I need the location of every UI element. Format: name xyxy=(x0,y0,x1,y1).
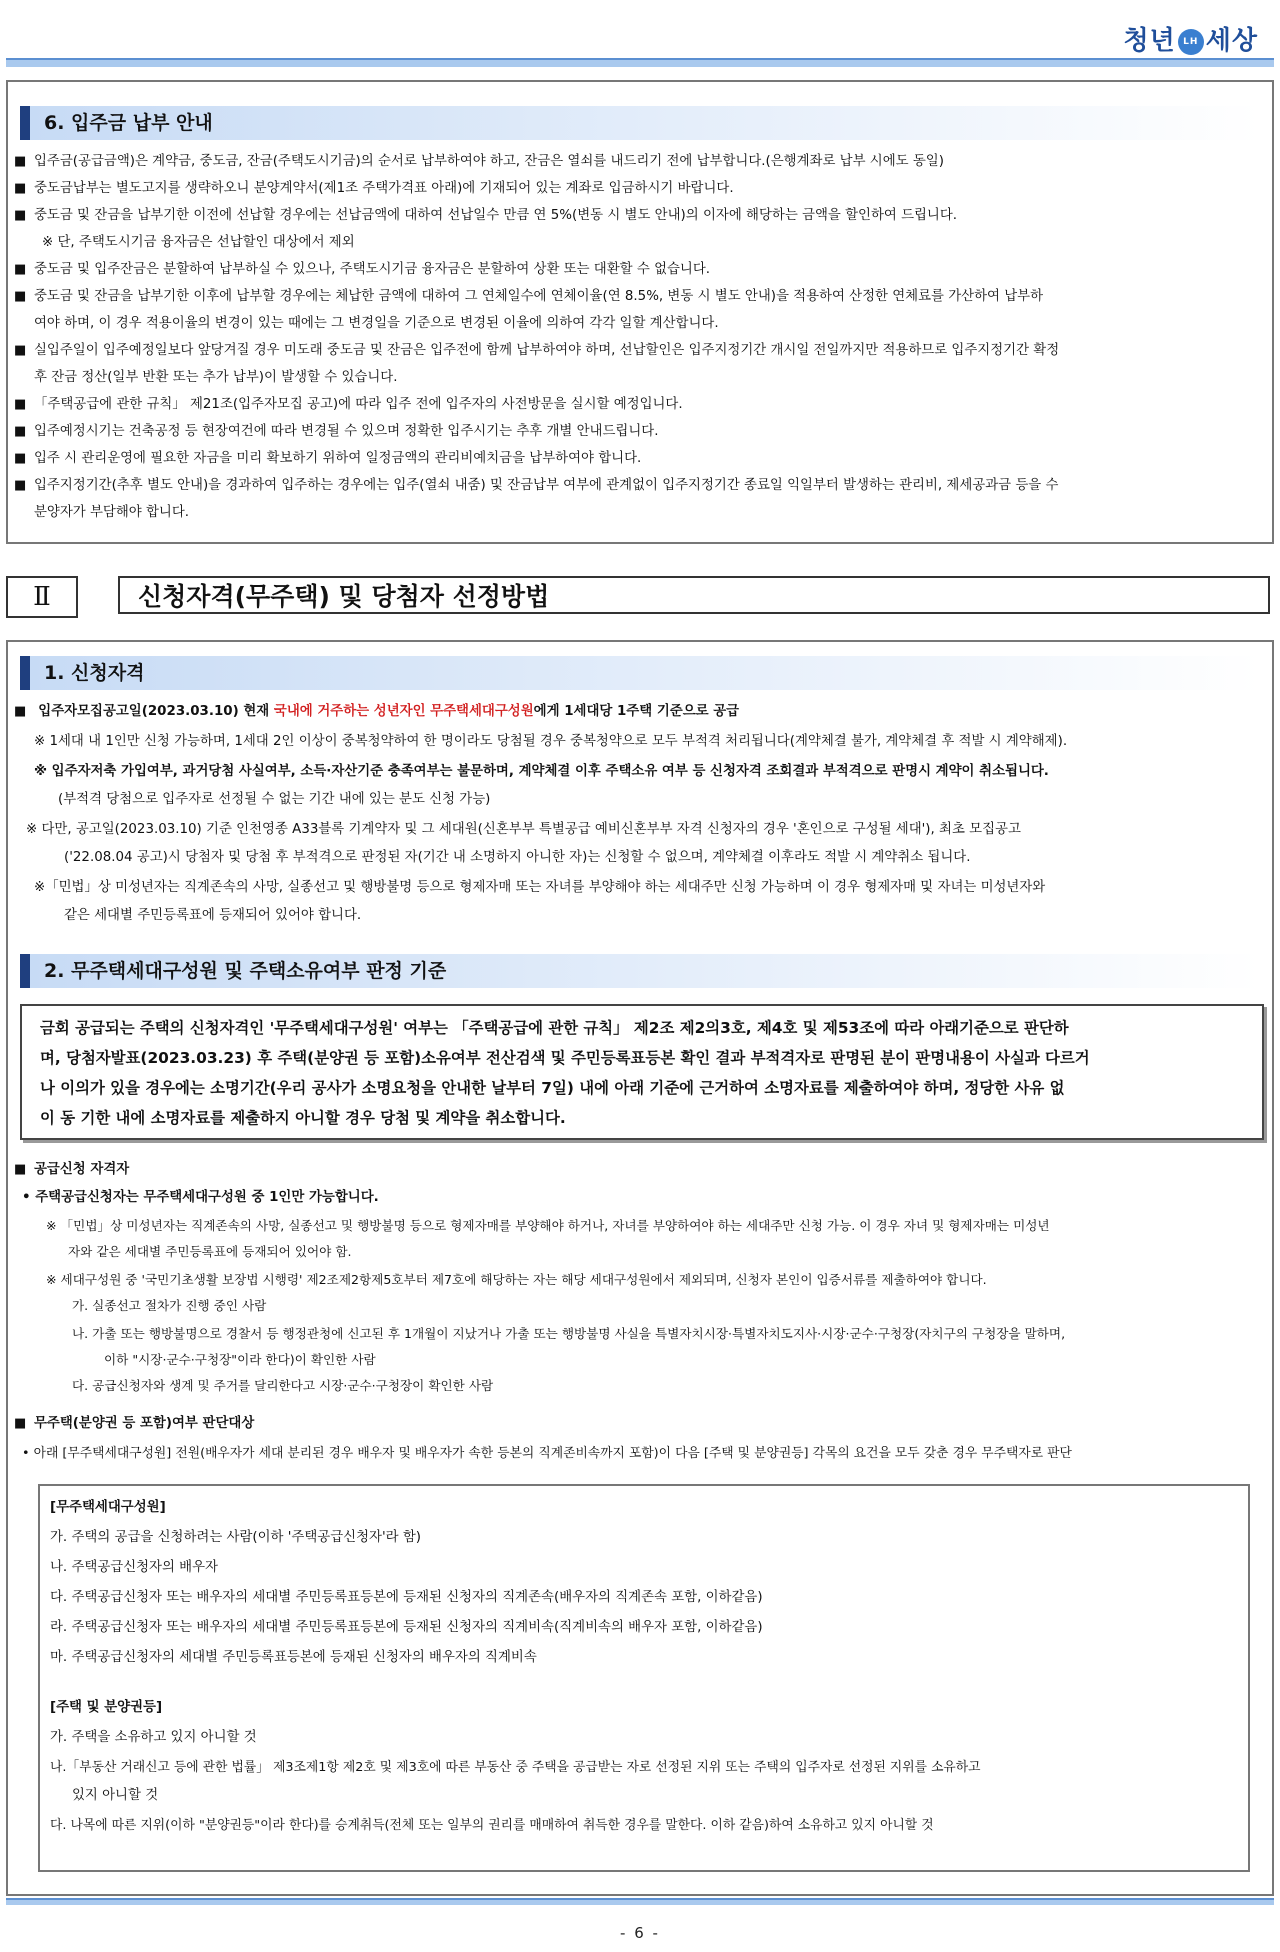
s6-line-8-text: 실입주일이 입주예정일보다 앞당겨질 경우 미도래 중도금 및 잔금은 입주전에 함께 납부하여야 하며, 선납할인은 입주지정기간 개시일 전일까지만 적용하므로 입주지정기간 확정 xyxy=(34,343,1060,358)
page-number xyxy=(0,1924,1280,1942)
s6-line-2-text: 중도금납부는 별도고지를 생략하오니 분양계약서(제1조 주택가격표 아래)에 기재되어 있는 계좌로 입금하시기 바랍니다. xyxy=(34,181,734,196)
s6-line-12-text: 입주 시 관리운영에 필요한 자금을 미리 확보하기 위하여 일정금액의 관리비예치금을 납부하여야 합니다. xyxy=(34,451,642,466)
sub1-line-1a: 입주자모집공고일(2023.03.10) 현재 xyxy=(38,704,274,719)
s6-line-7 xyxy=(34,314,719,334)
brand-logo xyxy=(1124,20,1258,57)
logo-text-left: 청년 xyxy=(1123,26,1176,56)
s6-line-6 xyxy=(14,287,1043,307)
s6-line-5-text: 중도금 및 입주잔금은 분할하여 납부하실 수 있으나, 주택도시기금 융자금은 분할하여 상환 또는 대환할 수 없습니다. xyxy=(34,262,711,277)
sub1-line-8-text: 같은 세대별 주민등록표에 등재되어 있어야 합니다. xyxy=(64,908,362,923)
box1-line-3-text: 다. 주택공급신청자 또는 배우자의 세대별 주민등록표등본에 등재된 신청자의 직계존속(배우자의 직계존속 포함, 이하같음) xyxy=(50,1590,763,1605)
sub2-notice xyxy=(20,1004,1264,1140)
s6-line-4 xyxy=(42,233,355,253)
box-head-1 xyxy=(50,1498,166,1518)
sub1-line-8 xyxy=(64,906,361,926)
apply-line-4 xyxy=(46,1270,987,1290)
box2-line-4 xyxy=(50,1816,934,1836)
header-rule xyxy=(6,58,1274,67)
section6-title xyxy=(20,106,1260,140)
s6-line-13-text: 입주지정기간(추후 별도 안내)을 경과하여 입주하는 경우에는 입주(열쇠 내줌) 및 잔금납부 여부에 관계없이 입주지정기간 종료일 익일부터 발생하는 관리비, 제세공과금 등을 수 xyxy=(34,478,1059,493)
s6-line-10 xyxy=(14,395,683,415)
s6-line-3-text: 중도금 및 잔금을 납부기한 이전에 선납할 경우에는 선납금액에 대하여 선납일수 만큼 연 5%(변동 시 별도 안내)의 이자에 해당하는 금액을 할인하여 드립니다. xyxy=(34,208,958,223)
target-head xyxy=(14,1414,254,1434)
apply-line-3-text: 자와 같은 세대별 주민등록표에 등재되어 있어야 함. xyxy=(68,1244,352,1259)
page-number-text: - 6 - xyxy=(620,1924,660,1942)
sub1-title xyxy=(20,656,1260,690)
apply-line-8-text: 다. 공급신청자와 생계 및 주거를 달리한다고 시장·군수·구청장이 확인한 사람 xyxy=(72,1378,494,1393)
sub1-title-text: 1. 신청자격 xyxy=(44,662,145,684)
footer-rule xyxy=(6,1898,1274,1905)
sub1-line-3-text: ※ 입주자저축 가입여부, 과거당첨 사실여부, 소득·자산기준 충족여부는 불문하며, 계약체결 이후 주택소유 여부 등 신청자격 조회결과 부적격으로 판명시 계약이 취소됩니다. xyxy=(34,764,1049,779)
notice-line-1-text: 금회 공급되는 주택의 신청자격인 '무주택세대구성원' 여부는 「주택공급에 관한 규칙」 제2조 제2의3호, 제4호 및 제53조에 따라 아래기준으로 판단하 xyxy=(40,1019,1069,1037)
sub1-line-1 xyxy=(14,702,739,722)
s6-line-4-text: ※ 단, 주택도시기금 융자금은 선납할인 대상에서 제외 xyxy=(42,235,355,250)
box1-line-3 xyxy=(50,1588,763,1608)
s6-line-9-text: 후 잔금 정산(일부 반환 또는 추가 납부)이 발생할 수 있습니다. xyxy=(34,370,398,385)
apply-line-7-text: 이하 "시장·군수·구청장"이라 한다)이 확인한 사람 xyxy=(104,1352,376,1367)
notice-line-4 xyxy=(40,1106,566,1128)
sub1-line-7 xyxy=(34,878,1045,898)
sub2-title xyxy=(20,954,1260,988)
chapter-title-text: 신청자격(무주택) 및 당첨자 선정방법 xyxy=(138,582,550,611)
sub1-line-7-text: ※「민법」상 미성년자는 직계존속의 사망, 실종선고 및 행방불명 등으로 형제자매 또는 자녀를 부양해야 하는 세대주만 신청 가능하며 이 경우 형제자매 및 자녀는 미성년자와 xyxy=(34,880,1046,895)
apply-line-5 xyxy=(72,1296,266,1316)
box1-line-1-text: 가. 주택의 공급을 신청하려는 사람(이하 '주택공급신청자'라 함) xyxy=(50,1530,421,1545)
s6-line-11 xyxy=(14,422,659,442)
notice-line-4-text: 이 동 기한 내에 소명자료를 제출하지 아니할 경우 당첨 및 계약을 취소합니다. xyxy=(40,1109,566,1127)
sub1-line-4 xyxy=(58,790,490,810)
target-line-text: • 아래 [무주택세대구성원] 전원(배우자가 세대 분리된 경우 배우자 및 배우자가 속한 등본의 직계존비속까지 포함)이 다음 [주택 및 분양권등] 각목의 요건을 모두 갖춘 경우 무주택자로 판단 xyxy=(22,1446,1072,1461)
apply-line-1 xyxy=(22,1188,379,1208)
logo-emblem: LH xyxy=(1178,29,1204,55)
box-head-2-text: [주택 및 분양권등] xyxy=(50,1700,163,1715)
notice-line-2 xyxy=(40,1046,1090,1068)
chapter2-box xyxy=(6,640,1274,1896)
apply-line-5-text: 가. 실종선고 절차가 진행 중인 사람 xyxy=(72,1298,267,1313)
s6-line-14 xyxy=(34,503,189,523)
apply-line-2-text: ※ 「민법」상 미성년자는 직계존속의 사망, 실종선고 및 행방불명 등으로 형제자매를 부양해야 하거나, 자녀를 부양하여야 하는 세대주만 신청 가능. 이 경우 자녀 및 형제자매는 미성년 xyxy=(46,1218,1050,1233)
s6-line-12 xyxy=(14,449,641,469)
box2-line-3 xyxy=(72,1786,158,1806)
sub1-line-1c: 에게 1세대당 1주택 기준으로 공급 xyxy=(533,704,740,719)
box-head-1-text: [무주택세대구성원] xyxy=(50,1500,166,1515)
s6-line-9 xyxy=(34,368,397,388)
s6-line-8 xyxy=(14,341,1059,361)
s6-line-6-text: 중도금 및 잔금을 납부기한 이후에 납부할 경우에는 체납한 금액에 대하여 그 연체일수에 연체이율(연 8.5%, 변동 시 별도 안내)을 적용하여 산정한 연체료를 가산하여 납부하 xyxy=(34,289,1044,304)
sub1-line-6-text: ('22.08.04 공고)시 당첨자 및 당첨 후 부적격으로 판정된 자(기간 내 소명하지 아니한 자)는 신청할 수 없으며, 계약체결 이후라도 적발 시 계약취소 됩니다. xyxy=(64,850,971,865)
logo-text-right: 세상 xyxy=(1205,26,1258,56)
s6-line-5 xyxy=(14,260,710,280)
box1-line-5 xyxy=(50,1648,537,1668)
apply-line-8 xyxy=(72,1376,493,1396)
sub1-line-6 xyxy=(64,848,970,868)
box1-line-1 xyxy=(50,1528,421,1548)
chapter-number-text: Ⅱ xyxy=(33,582,51,612)
box1-line-5-text: 마. 주택공급신청자의 세대별 주민등록표등본에 등재된 신청자의 배우자의 직계비속 xyxy=(50,1650,537,1665)
box1-line-2 xyxy=(50,1558,218,1578)
apply-line-2 xyxy=(46,1216,1050,1236)
sub1-line-2 xyxy=(34,732,1067,752)
sub1-line-5-text: ※ 다만, 공고일(2023.03.10) 기준 인천영종 A33블록 기계약자 및 그 세대원(신혼부부 특별공급 예비신혼부부 자격 신청자의 경우 '혼인으로 구성될 세대'), 최초 모집공고 xyxy=(26,822,1021,837)
box2-line-2-text: 나.「부동산 거래신고 등에 관한 법률」 제3조제1항 제2호 및 제3호에 따른 부동산 중 주택을 공급받는 자로 선정된 지위 또는 주택의 입주자로 선정된 지위를 소유하고 xyxy=(50,1760,981,1775)
box2-line-1 xyxy=(50,1728,257,1748)
s6-line-3 xyxy=(14,206,957,226)
sub1-line-2-text: ※ 1세대 내 1인만 신청 가능하며, 1세대 2인 이상이 중복청약하여 한 명이라도 당첨될 경우 중복청약으로 모두 부적격 처리됩니다(계약체결 불가, 계약체결 후 적발 시 계약해제). xyxy=(34,734,1068,749)
s6-line-1-text: 입주금(공급금액)은 계약금, 중도금, 잔금(주택도시기금)의 순서로 납부하여야 하고, 잔금은 열쇠를 내드리기 전에 납부합니다.(은행계좌로 납부 시에도 동일) xyxy=(34,154,944,169)
box2-line-3-text: 있지 아니할 것 xyxy=(72,1788,159,1803)
section6-title-text: 6. 입주금 납부 안내 xyxy=(44,112,213,134)
chapter-number xyxy=(6,576,78,618)
s6-line-7-text: 여야 하며, 이 경우 적용이율의 변경이 있는 때에는 그 변경일을 기준으로 변경된 이율에 의하여 각각 일할 계산합니다. xyxy=(34,316,719,331)
s6-line-2 xyxy=(14,179,734,199)
box2-line-4-text: 다. 나목에 따른 지위(이하 "분양권등"이라 한다)를 승계취득(전체 또는 일부의 권리를 매매하여 취득한 경우를 말한다. 이하 같음)하여 소유하고 있지 아니할 것 xyxy=(50,1818,934,1833)
notice-line-3 xyxy=(40,1076,1064,1098)
apply-head-text: 공급신청 자격자 xyxy=(34,1162,130,1177)
box1-line-2-text: 나. 주택공급신청자의 배우자 xyxy=(50,1560,218,1575)
apply-line-6-text: 나. 가출 또는 행방불명으로 경찰서 등 행정관청에 신고된 후 1개월이 지났거나 가출 또는 행방불명 사실을 특별자치시장·특별자치도지사·시장·군수·구청장(자치구의 구청장을 말하며, xyxy=(72,1326,1066,1341)
sub1-line-3 xyxy=(34,762,1049,782)
box2-line-2 xyxy=(50,1758,981,1778)
definitions-box xyxy=(38,1484,1250,1872)
apply-line-4-text: ※ 세대구성원 중 '국민기초생활 보장법 시행령' 제2조제2항제5호부터 제7호에 해당하는 자는 해당 세대구성원에서 제외되며, 신청자 본인이 입증서류를 제출하여야 합니다. xyxy=(46,1272,987,1287)
apply-line-1-text: • 주택공급신청자는 무주택세대구성원 중 1인만 가능합니다. xyxy=(22,1190,379,1205)
sub2-title-text: 2. 무주택세대구성원 및 주택소유여부 판정 기준 xyxy=(44,960,447,982)
box1-line-4 xyxy=(50,1618,763,1638)
target-line xyxy=(22,1444,1072,1464)
section6-box xyxy=(6,80,1274,544)
sub1-line-5 xyxy=(26,820,1021,840)
s6-line-13 xyxy=(14,476,1058,496)
apply-head xyxy=(14,1160,129,1180)
s6-line-14-text: 분양자가 부담해야 합니다. xyxy=(34,505,190,520)
s6-line-1 xyxy=(14,152,944,172)
sub1-line-1b: 국내에 거주하는 성년자인 무주택세대구성원 xyxy=(273,704,534,719)
notice-line-1 xyxy=(40,1016,1069,1038)
apply-line-3 xyxy=(68,1242,352,1262)
notice-line-3-text: 나 이의가 있을 경우에는 소명기간(우리 공사가 소명요청을 안내한 날부터 7일) 내에 아래 기준에 근거하여 소명자료를 제출하여야 하며, 정당한 사유 없 xyxy=(40,1079,1065,1097)
box1-line-4-text: 라. 주택공급신청자 또는 배우자의 세대별 주민등록표등본에 등재된 신청자의 직계비속(직계비속의 배우자 포함, 이하같음) xyxy=(50,1620,763,1635)
s6-line-11-text: 입주예정시기는 건축공정 등 현장여건에 따라 변경될 수 있으며 정확한 입주시기는 추후 개별 안내드립니다. xyxy=(34,424,659,439)
chapter-title xyxy=(118,576,1270,614)
apply-line-7 xyxy=(104,1350,376,1370)
target-head-text: 무주택(분양권 등 포함)여부 판단대상 xyxy=(34,1416,255,1431)
box-head-2 xyxy=(50,1698,162,1718)
s6-line-10-text: 「주택공급에 관한 규칙」 제21조(입주자모집 공고)에 따라 입주 전에 입주자의 사전방문을 실시할 예정입니다. xyxy=(34,397,683,412)
sub1-line-4-text: (부적격 당첨으로 입주자로 선정될 수 없는 기간 내에 있는 분도 신청 가능) xyxy=(58,792,491,807)
box2-line-1-text: 가. 주택을 소유하고 있지 아니할 것 xyxy=(50,1730,257,1745)
apply-line-6 xyxy=(72,1324,1065,1344)
notice-line-2-text: 며, 당첨자발표(2023.03.23) 후 주택(분양권 등 포함)소유여부 전산검색 및 주민등록표등본 확인 결과 부적격자로 판명된 분이 판명내용이 사실과 다르거 xyxy=(40,1049,1090,1067)
